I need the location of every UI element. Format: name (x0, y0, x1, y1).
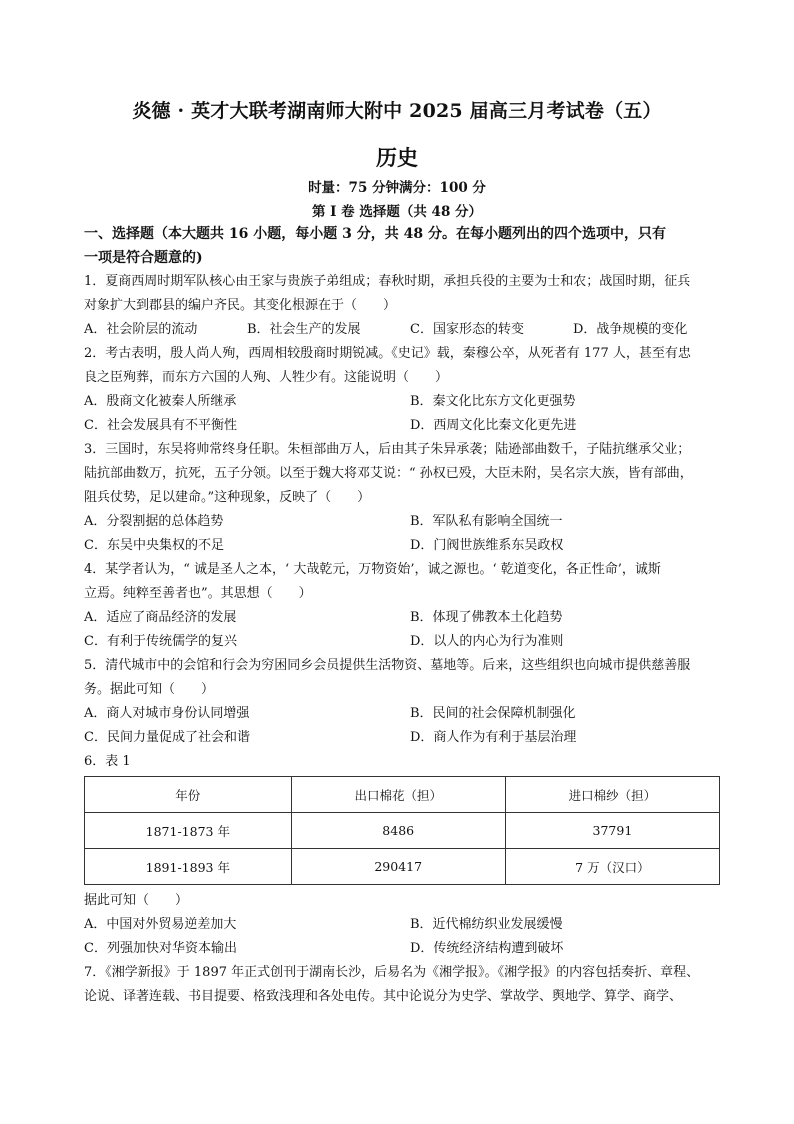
data-table (84, 776, 720, 885)
table-header: 出口棉花（担） (291, 777, 505, 813)
option-a: A．殷商文化被秦人所继承 (84, 394, 237, 409)
option-a: A．社会阶层的流动 (84, 322, 198, 337)
exam-title: 炎德 · 英才大联考湖南师大附中 2025 届高三月考试卷（五） (132, 100, 662, 122)
question-text: 陆抗部曲数万，抗死，五子分领。以至于魏大将邓艾说：“ 孙权已殁，大臣未附，吴名宗大族，皆有部曲， (84, 466, 693, 481)
table-row (85, 849, 720, 885)
option-b: B．体现了佛教本土化趋势 (410, 610, 563, 625)
section-heading-line1: 一、选择题（本大题共 16 小题，每小题 3 分，共 48 分。在每小题列出的四个选项中，只有 (84, 226, 666, 242)
part-heading: 第 Ⅰ 卷 选择题（共 48 分） (311, 204, 483, 220)
table-cell: 1871-1873 年 (85, 813, 292, 849)
option-d: D．商人作为有利于基层治理 (410, 730, 577, 745)
options (84, 390, 720, 438)
question-text: 立焉。纯粹至善者也”。其思想（ ） (84, 586, 312, 601)
option-c: C．社会发展具有不平衡性 (84, 418, 237, 433)
question-text: 6．表 1 (84, 754, 131, 769)
question-4 (84, 558, 720, 654)
options (84, 318, 720, 342)
question-text: 良之臣殉葬，而东方六国的人殉、人牲少有。这能说明（ ） (84, 370, 449, 385)
question-7 (84, 961, 720, 1009)
table-cell: 7 万（汉口） (505, 849, 719, 885)
question-3 (84, 438, 720, 558)
option-a: A．适应了商品经济的发展 (84, 610, 237, 625)
option-b: B．军队私有影响全国统一 (410, 514, 563, 529)
option-c: C．列强加快对华资本输出 (84, 941, 237, 956)
option-d: D．战争规模的变化 (573, 322, 688, 337)
table-cell: 8486 (291, 813, 505, 849)
option-a: A．中国对外贸易逆差加大 (84, 917, 237, 932)
table-header: 年份 (85, 777, 292, 813)
question-text: 3．三国时，东吴将帅常终身任职。朱桓部曲万人，后由其子朱异承袭；陆逊部曲数千，子陆抗继承父业； (84, 442, 691, 457)
exam-content (84, 222, 720, 1009)
option-a: A．分裂割据的总体趋势 (84, 514, 224, 529)
options (84, 510, 720, 558)
question-text: 7．《湘学新报》于 1897 年正式创刊于湖南长沙，后易名为《湘学报》。《湘学报》的内容包括奏折、章程、 (84, 965, 700, 980)
option-b: B．秦文化比东方文化更强势 (410, 394, 576, 409)
table-header: 进口棉纱（担） (505, 777, 719, 813)
options (84, 913, 720, 961)
question-5 (84, 654, 720, 750)
option-b: B．社会生产的发展 (247, 322, 361, 337)
question-text: 阻兵仗势，足以建命。”这种现象，反映了（ ） (84, 490, 371, 505)
table-cell: 290417 (291, 849, 505, 885)
question-text: 4．某学者认为，“ 诚是圣人之本，‘ 大哉乾元，万物资始’，诚之源也。‘ 乾道变化，各正性命’，诚斯 (84, 562, 661, 577)
exam-meta: 时量：75 分钟满分：100 分 (308, 180, 486, 196)
option-b: B．近代棉纺织业发展缓慢 (410, 917, 563, 932)
table-row (85, 813, 720, 849)
table-cell: 1891-1893 年 (85, 849, 292, 885)
option-c: C．有利于传统儒学的复兴 (84, 634, 237, 649)
question-text: 论说、译著连载、书目提要、格致浅理和各处电传。其中论说分为史学、掌故学、舆地学、算学、商学、 (84, 989, 683, 1004)
option-d: D．以人的内心为行为准则 (410, 634, 564, 649)
subject-title: 历史 (376, 145, 418, 170)
question-1 (84, 270, 720, 342)
option-c: C．国家形态的转变 (410, 322, 524, 337)
option-b: B．民间的社会保障机制强化 (410, 706, 576, 721)
question-text: 2．考古表明，殷人尚人殉，西周相较殷商时期锐减。《史记》载，秦穆公卒，从死者有 177 人，甚至有忠 (84, 346, 691, 361)
table-header-row (85, 777, 720, 813)
table-cell: 37791 (505, 813, 719, 849)
section-heading-line2: 一项是符合题意的) (84, 250, 203, 266)
options (84, 702, 720, 750)
option-d: D．西周文化比秦文化更先进 (410, 418, 577, 433)
question-2 (84, 342, 720, 438)
option-c: C．东吴中央集权的不足 (84, 538, 224, 553)
question-text: 据此可知（ ） (84, 893, 189, 908)
question-text: 5．清代城市中的会馆和行会为穷困同乡会员提供生活物资、墓地等。后来，这些组织也向城市提供慈善服 (84, 658, 691, 673)
option-d: D．传统经济结构遭到破坏 (410, 941, 564, 956)
option-c: C．民间力量促成了社会和谐 (84, 730, 250, 745)
options (84, 606, 720, 654)
question-6 (84, 750, 720, 961)
question-text: 务。据此可知（ ） (84, 682, 215, 697)
question-text: 对象扩大到郡县的编户齐民。其变化根源在于（ ） (84, 298, 397, 313)
option-a: A．商人对城市身份认同增强 (84, 706, 250, 721)
question-text: 1．夏商西周时期军队核心由王家与贵族子弟组成；春秋时期，承担兵役的主要为士和农；战国时期，征兵 (84, 274, 691, 289)
option-d: D．门阀世族维系东吴政权 (410, 538, 564, 553)
